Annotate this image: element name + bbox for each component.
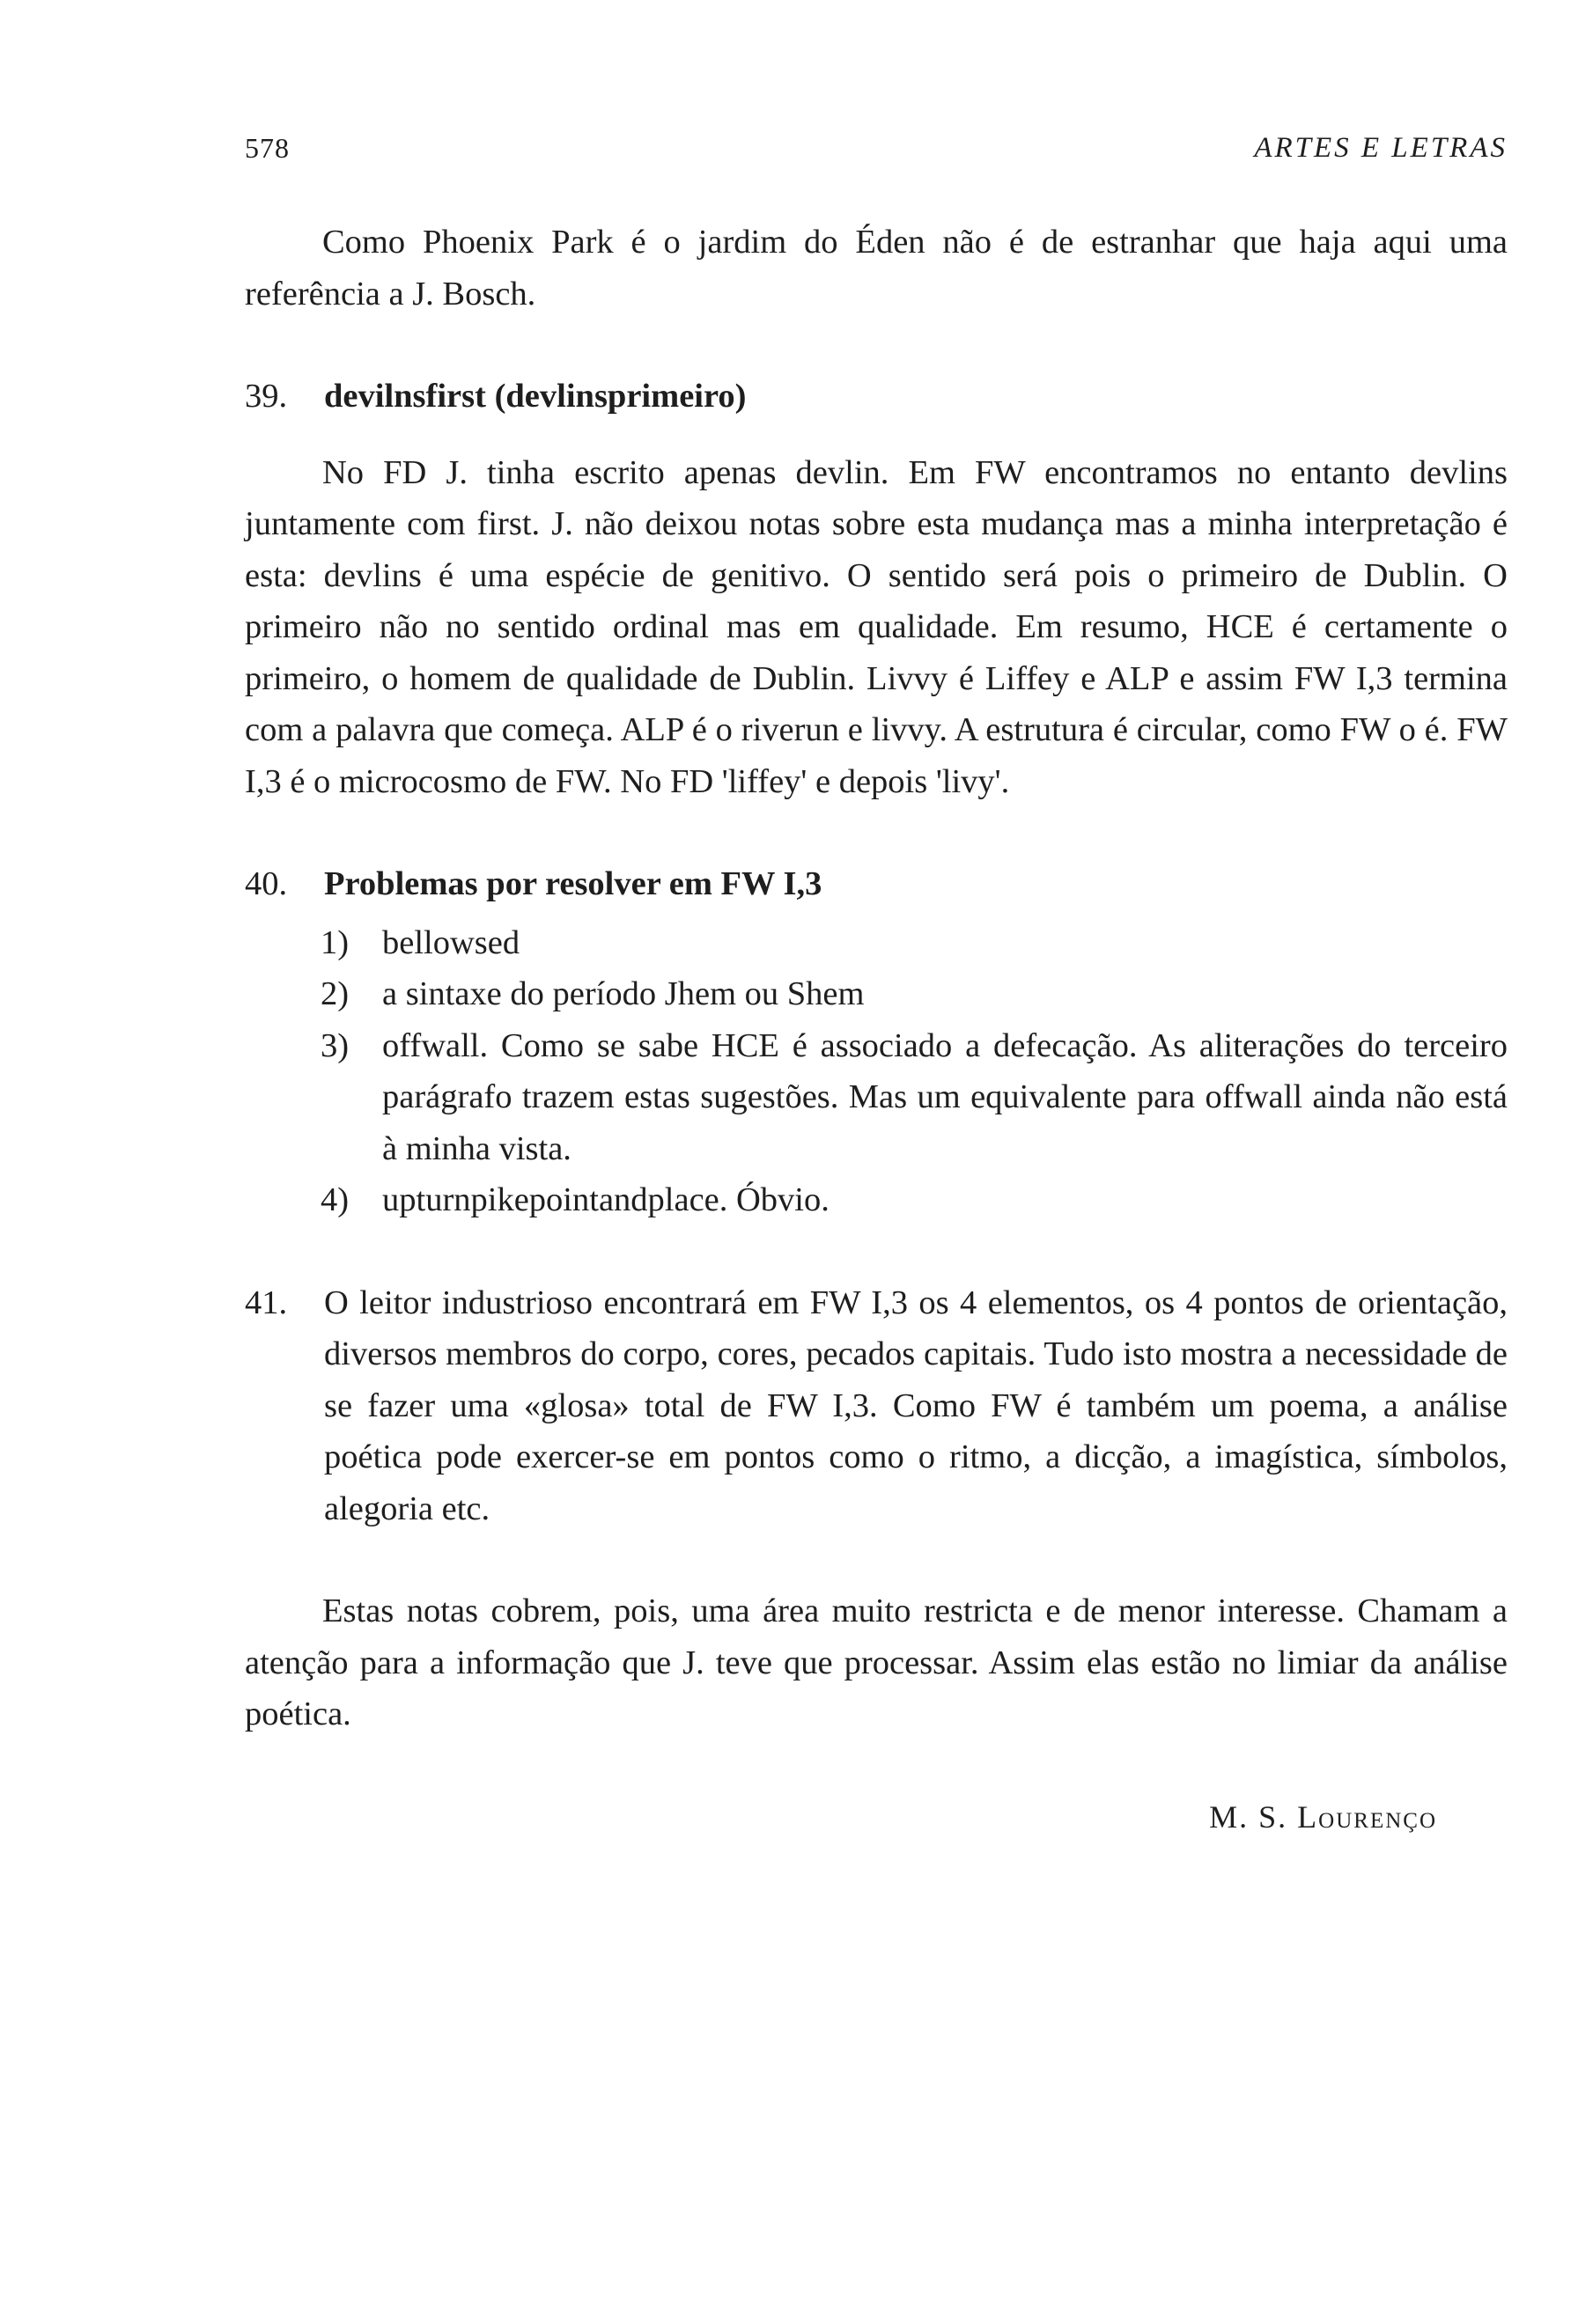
section-title: devilnsfirst (devlinsprimeiro) xyxy=(324,378,747,415)
list-item xyxy=(245,1174,1508,1226)
closing-paragraph: Estas notas cobrem, pois, uma área muito restricta e de menor interesse. Chamam a atenção para a informação que J. teve que processar. Assim elas estão no limiar da análise poética. xyxy=(245,1592,1508,1732)
list-item-text: a sintaxe do período Jhem ou Shem xyxy=(382,975,865,1012)
section-41 xyxy=(245,1277,1508,1535)
list-item-text: offwall. Como se sabe HCE é associado a defecação. As aliterações do terceiro parágrafo trazem estas sugestões. Mas um equivalente para offwall ainda não está à minha vista. xyxy=(382,1026,1508,1167)
section-number: 39. xyxy=(245,378,288,415)
list-item xyxy=(245,1020,1508,1175)
section-41-text: O leitor industrioso encontrará em FW I,3 os 4 elementos, os 4 pontos de orientação, diversos membros do corpo, cores, pecados capitais. Tudo isto mostra a necessidade de se fazer uma «glosa» total de FW I,3. Como FW é também um poema, a análise poética pode exercer-se em pontos como o ritmo, a dicção, a imagística, símbolos, alegoria etc. xyxy=(324,1283,1508,1527)
list-item xyxy=(245,968,1508,1020)
list-item-text: upturnpikepointandplace. Óbvio. xyxy=(382,1181,830,1218)
section-number: 40. xyxy=(245,865,288,902)
list-item xyxy=(245,917,1508,969)
problems-list xyxy=(245,917,1508,1226)
page-number: 578 xyxy=(245,132,290,164)
author-signature: M. S. Lourenço xyxy=(1209,1798,1437,1835)
list-item-number: 1) xyxy=(321,923,350,961)
running-head xyxy=(245,132,1508,176)
opening-paragraph: Como Phoenix Park é o jardim do Éden não é de estranhar que haja aqui uma referência a J. Bosch. xyxy=(245,224,1508,313)
section-39-paragraph: No FD J. tinha escrito apenas devlin. Em FW encontramos no entanto devlins juntamente com first. J. não deixou notas sobre esta mudança mas a minha interpretação é esta: devlins é uma espécie de genitivo. O sentido será pois o primeiro de Dublin. O primeiro não no sentido ordinal mas em qualidade. Em resumo, HCE é certamente o primeiro, o homem de qualidade de Dublin. Livvy é Liffey e ALP e assim FW I,3 termina com a palavra que começa. ALP é o riverun e livvy. A estrutura é circular, como FW o é. FW I,3 é o microcosmo de FW. No FD 'liffey' e depois 'livy'. xyxy=(245,453,1508,800)
section-number: 41. xyxy=(245,1283,288,1321)
section-40-heading xyxy=(245,858,1508,910)
running-title: ARTES E LETRAS xyxy=(1254,132,1508,164)
list-item-number: 4) xyxy=(321,1181,350,1218)
section-title: Problemas por resolver em FW I,3 xyxy=(324,865,822,902)
body-text xyxy=(245,217,1508,1842)
list-item-number: 2) xyxy=(321,975,350,1012)
list-item-number: 3) xyxy=(321,1026,350,1064)
list-item-text: bellowsed xyxy=(382,923,520,961)
section-39-heading xyxy=(245,371,1508,423)
